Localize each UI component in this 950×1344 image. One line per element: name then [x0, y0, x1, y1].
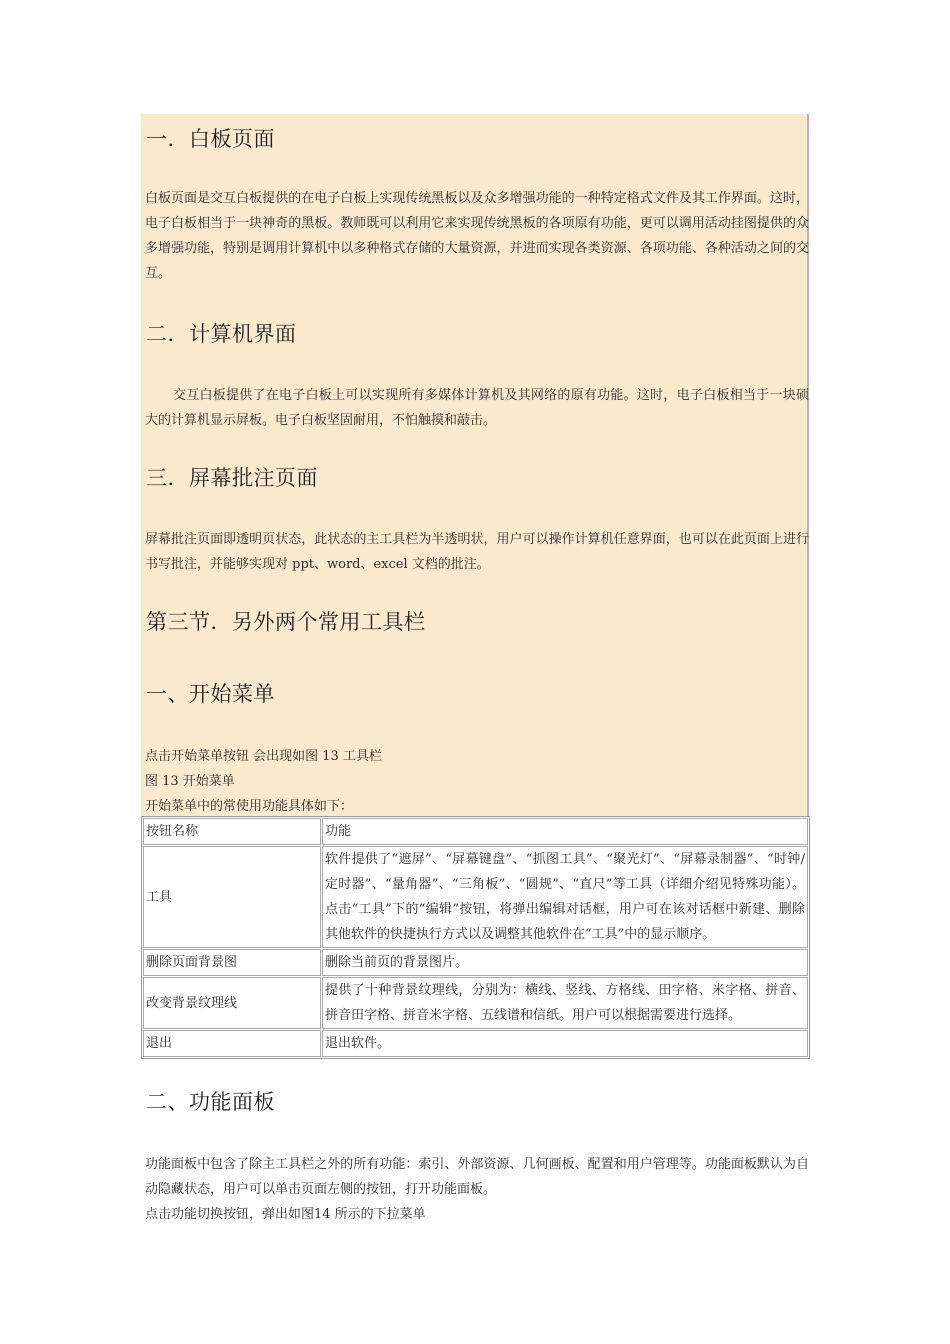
function-panel-instruction: 点击功能切换按钮，弹出如图14 所示的下拉菜单	[145, 1207, 426, 1222]
chapter-title: 第三节．另外两个常用工具栏	[146, 610, 426, 634]
section-title-start-menu: 一、开始菜单	[146, 682, 275, 706]
section-title-screen-annotation: 三．屏幕批注页面	[146, 466, 318, 490]
figure-caption: 图 13 开始菜单	[145, 774, 235, 789]
table-row	[143, 1030, 808, 1057]
table-cell-name: 改变背景纹理线	[143, 977, 321, 1029]
table-cell-name: 删除页面背景图	[143, 949, 321, 976]
table-row	[143, 949, 808, 976]
table-row	[143, 977, 808, 1029]
section-body-computer-interface: 交互白板提供了在电子白板上可以实现所有多媒体计算机及其网络的原有功能。这时，电子白板相当于一块硕大的计算机显示屏板。电子白板坚固耐用，不怕触摸和敲击。	[145, 388, 809, 428]
table-cell-desc: 软件提供了“遮屏”、“屏幕键盘”、“抓图工具”、“聚光灯”、“屏幕录制器”、“时钟/定时器”、“量角器”、“三角板”、“圆规”、“直尺”等工具（详细介绍见特殊功能）。点击“工具”下的“编辑”按钮，将弹出编辑对话框，用户可在该对话框中新建、删除其他软件的快捷执行方式以及调整其他软件在“工具”中的显示顺序。	[322, 846, 808, 948]
table-intro: 开始菜单中的常使用功能具体如下：	[145, 799, 354, 814]
function-table	[141, 816, 810, 1059]
table-cell-desc: 删除当前页的背景图片。	[322, 949, 808, 976]
table-cell-name: 退出	[143, 1030, 321, 1057]
table-header-name: 按钮名称	[143, 818, 321, 845]
section-title-function-panel: 二、功能面板	[146, 1090, 275, 1114]
table-cell-name: 工具	[143, 846, 321, 948]
section-title-whiteboard-page: 一．白板页面	[146, 127, 275, 151]
table-cell-desc: 提供了十种背景纹理线，分别为：横线、竖线、方格线、田字格、米字格、拼音、拼音田字格、拼音米字格、五线谱和信纸。用户可以根据需要进行选择。	[322, 977, 808, 1029]
table-cell-desc: 退出软件。	[322, 1030, 808, 1057]
start-menu-instruction: 点击开始菜单按钮 会出现如图 13 工具栏	[145, 749, 382, 764]
table-header-function: 功能	[322, 818, 808, 845]
table-row	[143, 846, 808, 948]
section-body-whiteboard-page: 白板页面是交互白板提供的在电子白板上实现传统黑板以及众多增强功能的一种特定格式文件及其工作界面。这时，电子白板相当于一块神奇的黑板。教师既可以利用它来实现传统黑板的各项原有功能，更可以调用活动挂图提供的众多增强功能，特别是调用计算机中以多种格式存储的大量资源，并进而实现各类资源、各项功能、各种活动之间的交互。	[145, 191, 809, 281]
section-body-screen-annotation: 屏幕批注页面即透明页状态，此状态的主工具栏为半透明状，用户可以操作计算机任意界面，也可以在此页面上进行书写批注，并能够实现对 ppt、word、excel 文档的批注。	[145, 532, 809, 572]
table-header-row	[143, 818, 808, 845]
section-title-computer-interface: 二．计算机界面	[146, 322, 297, 346]
section-body-function-panel: 功能面板中包含了除主工具栏之外的所有功能：索引、外部资源、几何画板、配置和用户管理等。功能面板默认为自动隐藏状态，用户可以单击页面左侧的按钮，打开功能面板。	[145, 1157, 809, 1197]
